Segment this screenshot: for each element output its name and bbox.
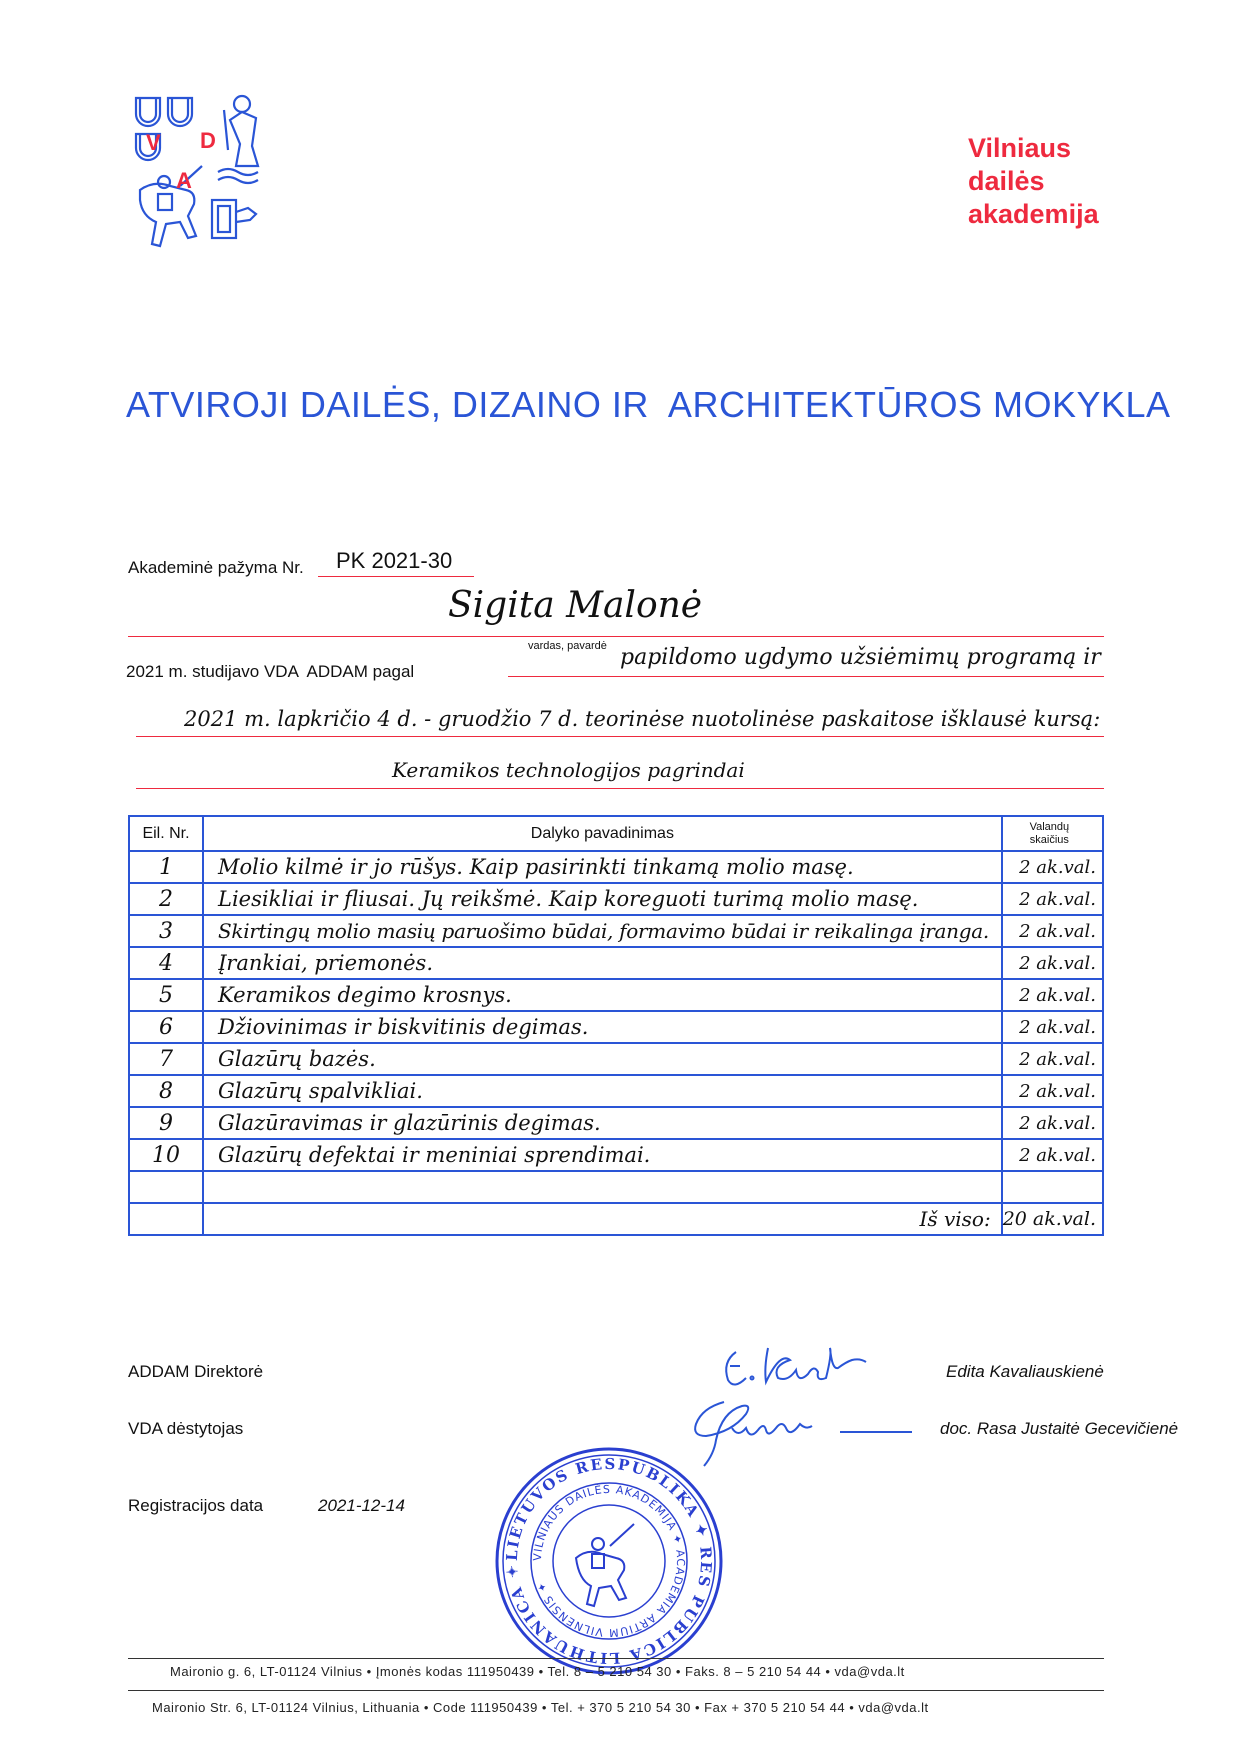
- course-table: [128, 815, 1104, 1236]
- row-no-empty: [129, 1171, 203, 1203]
- footer-address-lt: Maironio g. 6, LT-01124 Vilnius • Įmonės kodas 111950439 • Tel. 8 – 5 210 54 30 • Faks. 8 – 5 210 54 44 • vda@vda.lt: [170, 1664, 905, 1679]
- teacher-signature: [688, 1394, 928, 1470]
- row-name: Glazūrų defektai ir meniniai sprendimai.: [203, 1139, 1002, 1171]
- header-hours-line1: Valandų: [1029, 820, 1070, 833]
- row-name: Įrankiai, priemonės.: [203, 947, 1002, 979]
- row-hours: 2 ak.val.: [1002, 1139, 1103, 1171]
- stamp-inner-text: VILNIAUS DAILĖS AKADEMIJA ✦ ACADEMIA ARTIUM VILNENSIS ✦: [530, 1482, 688, 1640]
- brand-line-1: Vilniaus: [968, 133, 1072, 163]
- row-name: Keramikos degimo krosnys.: [203, 979, 1002, 1011]
- row-name: Molio kilmė ir jo rūšys. Kaip pasirinkti tinkamą molio masę.: [203, 851, 1002, 883]
- table-row: [129, 883, 1103, 915]
- table-row: [129, 947, 1103, 979]
- number-underline: [318, 576, 474, 577]
- table-row: [129, 915, 1103, 947]
- registration-label: Registracijos data: [128, 1496, 264, 1515]
- period-text: 2021 m. lapkričio 4 d. - gruodžio 7 d. teorinėse nuotolinėse paskaitose išklausė kursą:: [184, 707, 1101, 731]
- logo-letter-v: V: [146, 130, 161, 155]
- row-hours: 2 ak.val.: [1002, 1043, 1103, 1075]
- program-underline: [508, 676, 1104, 677]
- row-hours-empty: [1002, 1171, 1103, 1203]
- director-signature: [716, 1338, 886, 1398]
- row-name: Glazūrų bazės.: [203, 1043, 1002, 1075]
- name-caption: vardas, pavardė: [528, 640, 607, 652]
- school-title: ATVIROJI DAILĖS, DIZAINO IR ARCHITEKTŪROS MOKYKLA: [126, 384, 1171, 425]
- row-no: 3: [129, 915, 203, 947]
- vda-logo: [120, 90, 280, 270]
- row-name: Glazūravimas ir glazūrinis degimas.: [203, 1107, 1002, 1139]
- row-no: 9: [129, 1107, 203, 1139]
- table-row: [129, 1075, 1103, 1107]
- table-row: [129, 1107, 1103, 1139]
- table-header-row: [129, 816, 1103, 851]
- total-value: 20 ak.val.: [1002, 1203, 1103, 1235]
- table-row: [129, 1139, 1103, 1171]
- row-hours: 2 ak.val.: [1002, 1011, 1103, 1043]
- period-underline: [136, 736, 1104, 737]
- row-no: 1: [129, 851, 203, 883]
- header-no: Eil. Nr.: [129, 816, 203, 851]
- student-name: Sigita Malonė: [448, 585, 703, 626]
- row-name: Liesikliai ir fliusai. Jų reikšmė. Kaip koreguoti turimą molio masę.: [203, 883, 1002, 915]
- footer-address-en: Maironio Str. 6, LT-01124 Vilnius, Lithuania • Code 111950439 • Tel. + 370 5 210 54 30 • Fax + 370 5 210 54 44 • vda@vda.lt: [152, 1700, 929, 1715]
- brand-line-2: dailės: [968, 166, 1045, 196]
- table-row: [129, 1043, 1103, 1075]
- table-row: [129, 979, 1103, 1011]
- header-hours-line2: skaičius: [1029, 833, 1069, 846]
- row-name-empty: [203, 1171, 1002, 1203]
- registration-date: 2021-12-14: [318, 1496, 405, 1515]
- row-hours: 2 ak.val.: [1002, 883, 1103, 915]
- row-hours: 2 ak.val.: [1002, 851, 1103, 883]
- row-hours: 2 ak.val.: [1002, 979, 1103, 1011]
- row-no: 2: [129, 883, 203, 915]
- course-title: Keramikos technologijos pagrindai: [392, 758, 745, 782]
- row-name: Džiovinimas ir biskvitinis degimas.: [203, 1011, 1002, 1043]
- certificate-number-label: Akademinė pažyma Nr.: [128, 558, 304, 577]
- row-hours: 2 ak.val.: [1002, 915, 1103, 947]
- table-row-empty: [129, 1171, 1103, 1203]
- table-total-row: [129, 1203, 1103, 1235]
- footer-divider-1: [128, 1658, 1104, 1659]
- row-hours: 2 ak.val.: [1002, 1075, 1103, 1107]
- brand-name: [968, 132, 1099, 231]
- row-no: 6: [129, 1011, 203, 1043]
- row-name: Skirtingų molio masių paruošimo būdai, formavimo būdai ir reikalinga įranga.: [203, 915, 1002, 947]
- logo-letter-d: D: [200, 128, 216, 153]
- teacher-name: doc. Rasa Justaitė Gecevičienė: [940, 1419, 1179, 1438]
- header-name: Dalyko pavadinimas: [203, 816, 1002, 851]
- brand-line-3: akademija: [968, 199, 1099, 229]
- row-no: 5: [129, 979, 203, 1011]
- certificate-number: PK 2021-30: [336, 548, 453, 573]
- director-label: ADDAM Direktorė: [128, 1362, 264, 1381]
- footer-divider-2: [128, 1690, 1104, 1691]
- studied-label: 2021 m. studijavo VDA ADDAM pagal: [126, 662, 415, 681]
- row-no: 7: [129, 1043, 203, 1075]
- row-name: Glazūrų spalvikliai.: [203, 1075, 1002, 1107]
- row-no: 4: [129, 947, 203, 979]
- total-no-empty: [129, 1203, 203, 1235]
- stamp-outer-text: LIETUVOS RESPUBLIKA ✦ RES PUBLICA LITHUANICA ✦: [502, 1454, 716, 1668]
- header-hours: [1002, 816, 1103, 851]
- program-text: papildomo ugdymo užsiėmimų programą ir: [620, 645, 1101, 670]
- director-name: Edita Kavaliauskienė: [946, 1362, 1104, 1381]
- row-no: 8: [129, 1075, 203, 1107]
- course-underline: [136, 788, 1104, 789]
- row-no: 10: [129, 1139, 203, 1171]
- teacher-label: VDA dėstytojas: [128, 1419, 244, 1438]
- total-label: Iš viso:: [203, 1203, 1002, 1235]
- official-seal-stamp: [494, 1446, 724, 1676]
- table-row: [129, 1011, 1103, 1043]
- row-hours: 2 ak.val.: [1002, 1107, 1103, 1139]
- table-row: [129, 851, 1103, 883]
- logo-letter-a: A: [176, 168, 192, 193]
- name-underline: [128, 636, 1104, 637]
- row-hours: 2 ak.val.: [1002, 947, 1103, 979]
- svg-text:VILNIAUS DAILĖS AKADEMIJA ✦ AC: [531, 1483, 687, 1639]
